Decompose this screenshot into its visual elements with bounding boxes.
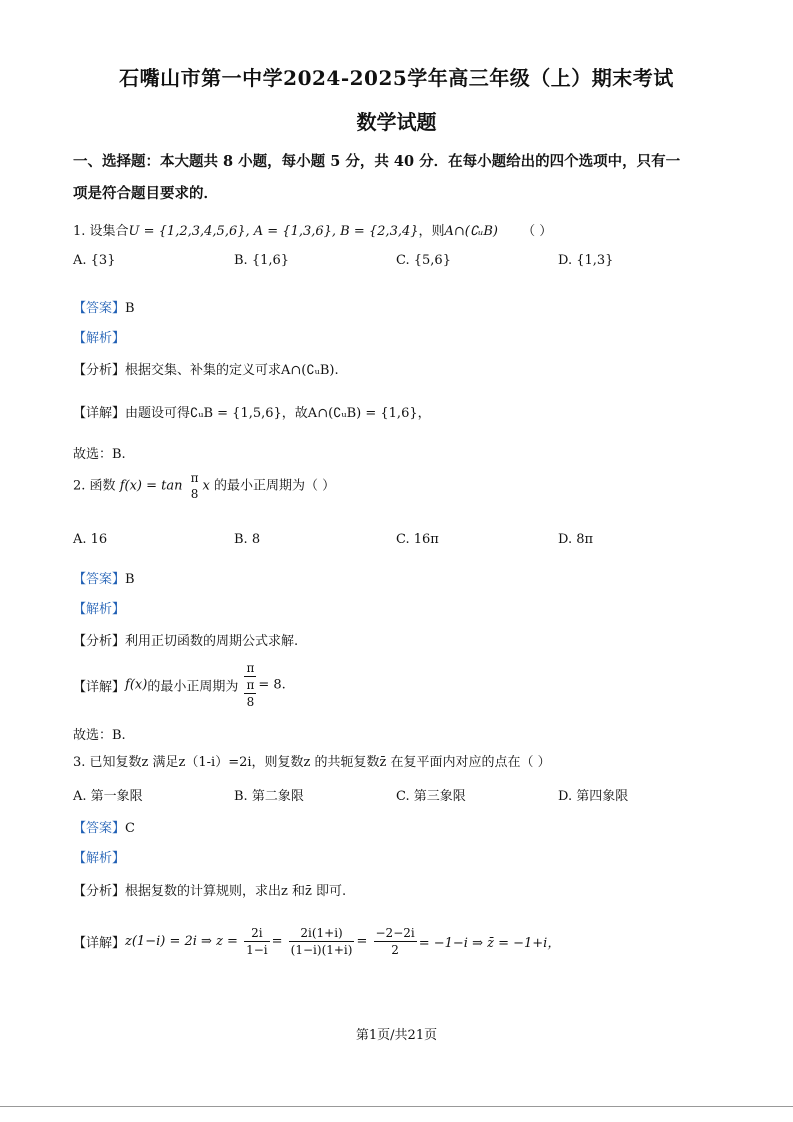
q2-suffix: 的最小正周期为（ ） <box>214 478 336 494</box>
q1-paren: （ ） <box>522 224 553 239</box>
q2-option-d: D. 8π <box>558 532 594 547</box>
q1-xiangjie-text: 由题设可得∁ᵤB = {1,5,6}，故A∩(∁ᵤB) = {1,6}， <box>125 406 431 421</box>
q2-option-b: B. 8 <box>234 532 261 547</box>
q2-prefix: 2. 函数 <box>73 478 116 494</box>
q1-fenxi <box>73 359 339 378</box>
q3-option-c: C. 第三象限 <box>396 789 466 804</box>
q3-xj-f1-num: 2i <box>251 926 263 940</box>
q2-frac-num: π <box>190 471 199 485</box>
q2-xj-den-num: π <box>246 678 255 692</box>
q3-xj-f2-den: (1−i)(1+i) <box>290 943 353 957</box>
q2-xj-num: π <box>246 661 255 675</box>
q3-option-b: B. 第二象限 <box>234 789 304 804</box>
q3-jiexi <box>73 847 125 866</box>
q2-xj-den <box>244 676 256 710</box>
q1-mid: ，则 <box>418 224 445 239</box>
page-title: 石嘴山市第一中学2024-2025学年高三年级（上）期末考试 <box>119 66 674 90</box>
q3-option-a: A. 第一象限 <box>73 789 143 804</box>
q3-fenxi-text: 根据复数的计算规则，求出z 和z̄ 即可. <box>125 884 347 899</box>
q3-xj-f2-num: 2i(1+i) <box>300 926 343 940</box>
q1-option-d: D. {1,3} <box>558 253 614 268</box>
q2-guxuan: 故选：B. <box>73 728 126 743</box>
q2-fenxi-text: 利用正切函数的周期公式求解. <box>125 634 299 649</box>
q3-fenxi <box>73 880 346 899</box>
q2-xj-end: . <box>281 677 286 693</box>
q3-xj-f3-den: 2 <box>374 941 417 958</box>
page-subtitle: 数学试题 <box>356 110 437 134</box>
q1-prefix: 1. 设集合 <box>73 224 129 239</box>
q3-xj-f1-den: 1−i <box>246 943 268 957</box>
question-3: 3. 已知复数z 满足z（1-i）=2i，则复数z 的共轭复数z̄ 在复平面内对应的点在（ ） <box>73 755 551 770</box>
q3-option-d: D. 第四象限 <box>558 789 629 804</box>
jiexi-tag: 【解析】 <box>73 851 126 866</box>
q3-xj-eq2: = <box>356 934 368 949</box>
q2-xj-result: = 8 <box>258 677 282 693</box>
q2-function: f(x) = tan <box>119 478 183 494</box>
q2-answer <box>73 568 135 587</box>
q1-target-expression: A∩(∁ᵤB) <box>444 224 498 239</box>
q3-answer <box>73 817 135 836</box>
question-2 <box>73 470 335 502</box>
q1-fenxi-text: 根据交集、补集的定义可求A∩(∁ᵤB). <box>125 363 339 378</box>
q1-option-c: C. {5,6} <box>396 253 451 268</box>
question-1 <box>73 220 552 239</box>
jiexi-tag: 【解析】 <box>73 331 126 346</box>
bottom-divider <box>0 1106 793 1107</box>
q1-option-b: B. {1,6} <box>234 253 290 268</box>
answer-tag: 【答案】 <box>73 572 126 587</box>
q2-jiexi <box>73 598 125 617</box>
fenxi-tag: 【分析】 <box>73 884 126 899</box>
fenxi-tag: 【分析】 <box>73 634 126 649</box>
q2-frac-den: 8 <box>190 487 199 501</box>
section-heading-line1: 一、选择题：本大题共 8 小题，每小题 5 分，共 40 分．在每小题给出的四个选项中，只有一 <box>73 153 681 170</box>
q2-xj-mid: 的最小正周期为 <box>147 679 239 695</box>
q2-option-a: A. 16 <box>73 532 108 547</box>
xiangjie-tag: 【详解】 <box>73 679 126 695</box>
q2-xiangjie <box>73 660 286 710</box>
section-heading-line2: 项是符合题目要求的． <box>73 185 218 202</box>
q3-xj-part1: z(1−i) = 2i ⇒ z = <box>125 934 238 949</box>
q1-guxuan: 故选：B. <box>73 447 126 462</box>
q3-xj-f3-num: −2−2i <box>375 926 415 940</box>
q2-answer-value: B <box>125 572 135 587</box>
xiangjie-tag: 【详解】 <box>73 936 126 951</box>
q1-option-a: A. {3} <box>73 253 116 268</box>
q3-xj-frac3 <box>374 925 417 958</box>
answer-tag: 【答案】 <box>73 301 126 316</box>
answer-tag: 【答案】 <box>73 821 126 836</box>
xiangjie-tag: 【详解】 <box>73 406 126 421</box>
q3-answer-value: C <box>125 821 135 836</box>
q2-option-c: C. 16π <box>396 532 439 547</box>
q1-answer-value: B <box>125 301 135 316</box>
q3-xiangjie <box>73 925 560 958</box>
q2-fraction <box>189 470 201 502</box>
q2-fenxi <box>73 630 298 649</box>
q2-xj-func: f(x) <box>125 677 148 693</box>
q2-xj-fraction <box>244 660 256 710</box>
jiexi-tag: 【解析】 <box>73 602 126 617</box>
q1-answer <box>73 297 135 316</box>
q1-jiexi <box>73 327 125 346</box>
q2-var: x <box>202 478 210 494</box>
q2-xj-den-den: 8 <box>244 693 256 710</box>
q3-xj-frac1 <box>244 925 270 958</box>
fenxi-tag: 【分析】 <box>73 363 126 378</box>
q3-xj-eq1: = <box>271 934 283 949</box>
page-number: 第1页/共21页 <box>355 1028 438 1043</box>
q3-xj-frac2 <box>289 925 355 958</box>
q1-xiangjie <box>73 402 431 421</box>
q1-set-expression: U = {1,2,3,4,5,6}, A = {1,3,6}, B = {2,3,4} <box>128 224 419 239</box>
q3-xj-tail: = −1−i ⇒ z̄ = −1+i， <box>418 936 561 951</box>
